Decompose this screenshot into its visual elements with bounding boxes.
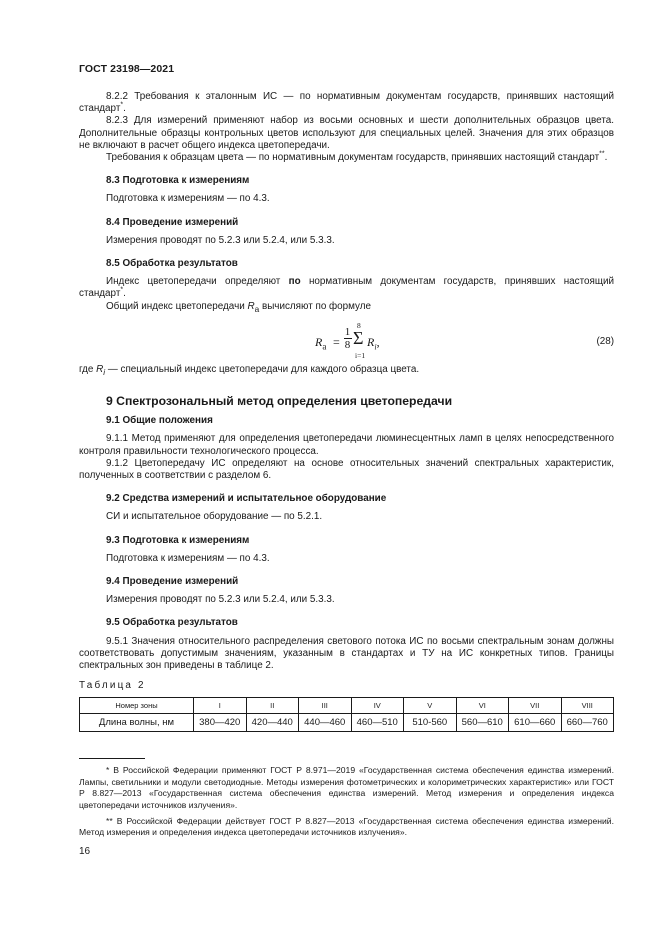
table-cell: 560—610 bbox=[456, 714, 509, 732]
footnote-divider bbox=[79, 758, 145, 759]
paragraph-9-2: СИ и испытательное оборудование — по 5.2.1. bbox=[106, 511, 323, 523]
heading-8-3: 8.3 Подготовка к измерениям bbox=[106, 175, 250, 187]
formula-28: $R_a$ = 1 8 8 Σ i=1 $R_i$, (28) bbox=[315, 320, 614, 360]
heading-section-9: 9 Спектрозональный метод определения цветопередачи bbox=[106, 393, 453, 408]
paragraph-where: где $R_i$ — специальный индекс цветопередачи для каждого образца цвета. bbox=[79, 363, 420, 377]
page-number: 16 bbox=[79, 846, 91, 857]
footnote-ref[interactable]: ** bbox=[599, 150, 605, 158]
table-header-cell: Номер зоны bbox=[80, 698, 194, 714]
footnote-2: ** В Российской Федерации действует ГОСТ Р 8.827—2013 «Государственная система обеспечения единства измерений. Метод измерения и определения индекса цветопередачи источников излучения». bbox=[79, 816, 614, 838]
table-header-cell: VI bbox=[456, 698, 509, 714]
table-header-cell: I bbox=[194, 698, 247, 714]
table-cell: Длина волны, нм bbox=[80, 714, 194, 732]
table-header-cell: II bbox=[246, 698, 299, 714]
table-row bbox=[80, 714, 614, 732]
formula-number: (28) bbox=[596, 335, 614, 347]
paragraph-9-1-1: 9.1.1 Метод применяют для определения цветопередачи люминесцентных ламп в целях непосредственного контроля правильности технологического процесса. bbox=[79, 433, 614, 457]
table-header-cell: IV bbox=[351, 698, 404, 714]
heading-8-4: 8.4 Проведение измерений bbox=[106, 216, 239, 228]
footnote-ref[interactable]: * bbox=[120, 101, 124, 109]
heading-9-2: 9.2 Средства измерений и испытательное оборудование bbox=[106, 493, 387, 505]
document-body bbox=[79, 91, 614, 844]
table-header-cell: VII bbox=[509, 698, 562, 714]
table-cell: 510-560 bbox=[404, 714, 457, 732]
paragraph-9-1-2: 9.1.2 Цветопередачу ИС определяют на основе относительных значений спектральных характеристик, полученных в соответствии с разделом 6. bbox=[79, 457, 614, 481]
table-cell: 660—760 bbox=[561, 714, 614, 732]
paragraph-8-5-index: Индекс цветопередачи определяют по нормативным документам государств, принявших настоящий стандарт*. bbox=[79, 276, 614, 300]
footnote-1: * В Российской Федерации применяют ГОСТ Р 8.971—2019 «Государственная система обеспечения единства измерений. Лампы, светильники и модули светодиодные. Методы измерения фотометрических и колориметрических характеристик» или ГОСТ Р 8.827—2013 «Государственная система обеспечения единства измерений. Метод измерения и определения индекса цветопередачи источников излучения». bbox=[79, 765, 614, 810]
heading-9-1: 9.1 Общие положения bbox=[106, 415, 213, 427]
sum-symbol: Σ bbox=[353, 327, 364, 348]
paragraph-8-2-2: 8.2.2 Требования к эталонным ИС — по нормативным документам государств, принявших настоящий стандарт*. bbox=[79, 91, 614, 115]
table-header-cell: VIII bbox=[561, 698, 614, 714]
footnote-ref[interactable]: * bbox=[120, 287, 124, 295]
heading-9-5: 9.5 Обработка результатов bbox=[106, 617, 238, 629]
paragraph-9-3: Подготовка к измерениям — по 4.3. bbox=[106, 552, 270, 564]
paragraph-8-2-3: 8.2.3 Для измерений применяют набор из восьми основных и шести дополнительных образцов цвета. Дополнительные образцы контрольных цветов используют для специальных целей. Значения для этих образцов не включают в расчет общего индекса цветопередачи. bbox=[79, 115, 614, 151]
document-id: ГОСТ 23198—2021 bbox=[79, 63, 175, 75]
spectral-zones-table bbox=[79, 697, 614, 732]
table-cell: 420—440 bbox=[246, 714, 299, 732]
table-title: Таблица 2 bbox=[79, 680, 146, 692]
table-cell: 380—420 bbox=[194, 714, 247, 732]
heading-9-4: 9.4 Проведение измерений bbox=[106, 576, 239, 588]
paragraph-color-requirements: Требования к образцам цвета — по нормативным документам государств, принявших настоящий стандарт**. bbox=[106, 150, 608, 164]
heading-9-3: 9.3 Подготовка к измерениям bbox=[106, 534, 250, 546]
table-cell: 440—460 bbox=[299, 714, 352, 732]
paragraph-9-5-1: 9.5.1 Значения относительного распределения светового потока ИС по восьми спектральным зонам должны соответствовать допустимым значениям, указанным в стандартах и ТУ на ИС конкретных типов. Границы спектральных зон приведены в таблице 2. bbox=[79, 635, 614, 672]
table-header-row bbox=[80, 698, 614, 714]
paragraph-9-4: Измерения проводят по 5.2.3 или 5.2.4, или 5.3.3. bbox=[106, 594, 335, 606]
table-header-cell: III bbox=[299, 698, 352, 714]
table-header-cell: V bbox=[404, 698, 457, 714]
paragraph-8-5-total: Общий индекс цветопередачи $R_a$ вычисляют по формуле bbox=[106, 300, 372, 314]
paragraph-8-4: Измерения проводят по 5.2.3 или 5.2.4, или 5.3.3. bbox=[106, 234, 335, 246]
formula-fraction: 1 8 bbox=[344, 325, 351, 351]
paragraph-8-3: Подготовка к измерениям — по 4.3. bbox=[106, 193, 270, 205]
table-cell: 610—660 bbox=[509, 714, 562, 732]
heading-8-5: 8.5 Обработка результатов bbox=[106, 258, 238, 270]
table-cell: 460—510 bbox=[351, 714, 404, 732]
